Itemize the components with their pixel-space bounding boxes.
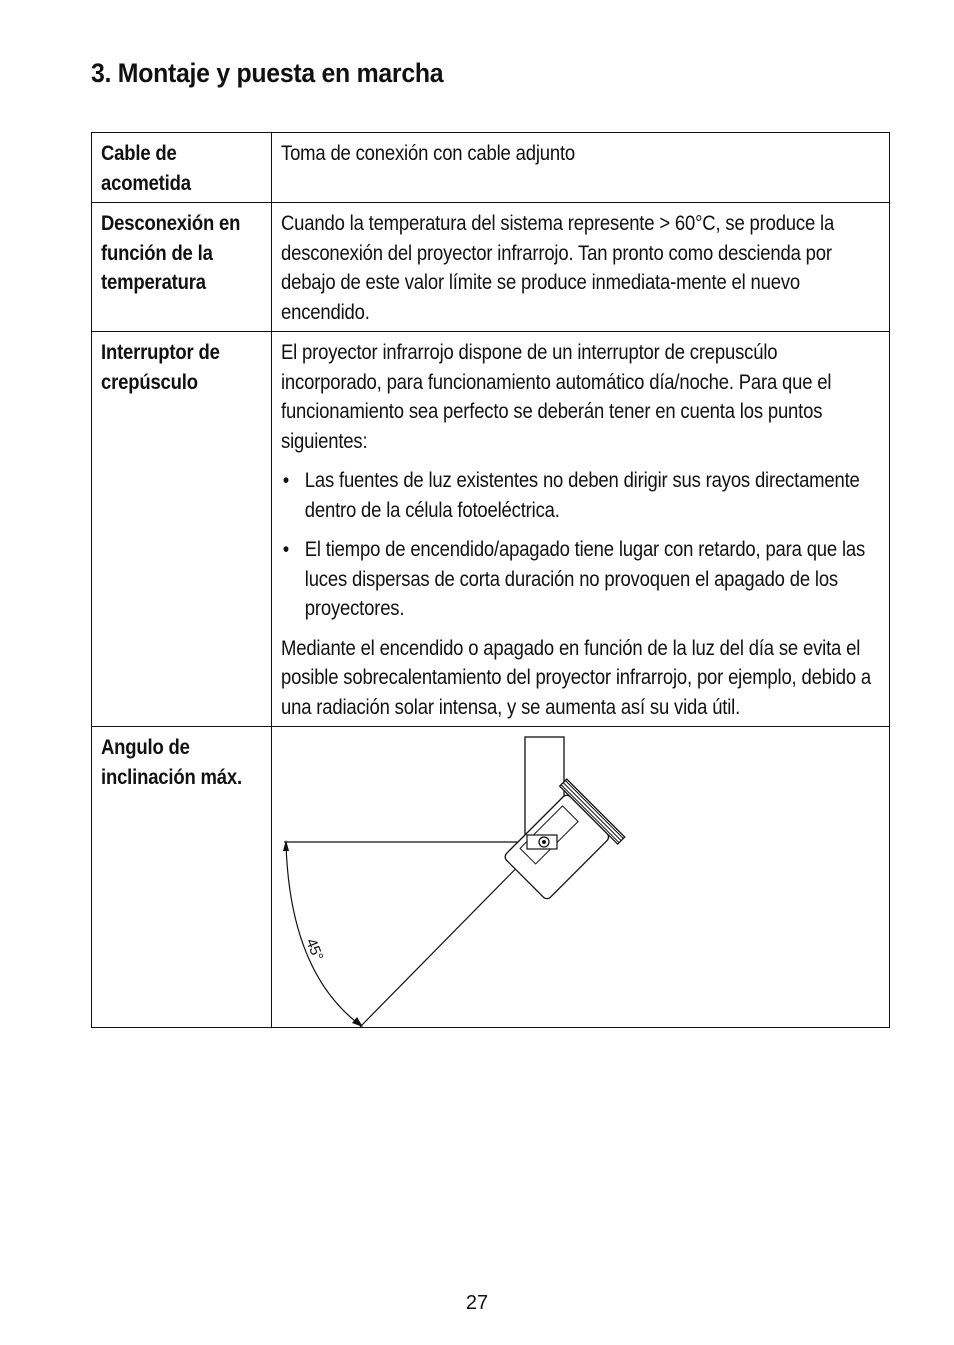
row-label: Desconexión en función de la temperatura <box>92 203 272 332</box>
angle-label: 45° <box>302 936 327 963</box>
bullet-icon: • <box>282 538 290 561</box>
list-item: • Las fuentes de luz existentes no deben dirigir sus rayos directamente dentro de la célula fotoeléctrica. <box>281 466 878 525</box>
table-row <box>92 203 890 332</box>
row-label: Interruptor de crepúsculo <box>92 332 272 727</box>
intro-paragraph: El proyector infrarrojo dispone de un interruptor de crepuscúlo incorporado, para funcionamiento automático día/noche. Para que el funcionamiento sea perfecto se deberán tener en cuenta los puntos siguientes: <box>281 341 832 453</box>
section-title: 3. Montaje y puesta en marcha <box>91 58 444 88</box>
outro-paragraph: Mediante el encendido o apagado en función de la luz del día se evita el posible sobrecalentamiento del proyector infrarrojo, por ejemplo, debido a una radiación solar intensa, y se aumenta así su vida útil. <box>281 636 871 719</box>
row-label: Cable de acometida <box>92 133 272 203</box>
inclination-line <box>360 842 542 1027</box>
page-number: 27 <box>465 1292 489 1314</box>
tilt-angle-figure-cell <box>272 727 890 1028</box>
row-content <box>272 332 890 727</box>
table-row <box>92 332 890 727</box>
table-row <box>92 133 890 203</box>
tilt-angle-diagram <box>272 727 906 1037</box>
bullet-list <box>281 466 878 624</box>
bullet-icon: • <box>282 469 290 492</box>
specification-table <box>91 132 890 1028</box>
row-content: Cuando la temperatura del sistema represente > 60°C, se produce la desconexión del proyector infrarrojo. Tan pronto como descienda por debajo de este valor límite se produce inmediata-mente el nuevo encendido. <box>272 203 890 332</box>
row-content: Toma de conexión con cable adjunto <box>272 133 890 203</box>
angle-arc <box>286 844 360 1025</box>
table-row <box>92 727 890 1028</box>
arrow-head-icon <box>352 1017 363 1027</box>
list-item: • El tiempo de encendido/apagado tiene lugar con retardo, para que las luces dispersas de corta duración no provoquen el apagado de los proyectores. <box>281 535 878 624</box>
row-label: Angulo de inclinación máx. <box>92 727 272 1028</box>
